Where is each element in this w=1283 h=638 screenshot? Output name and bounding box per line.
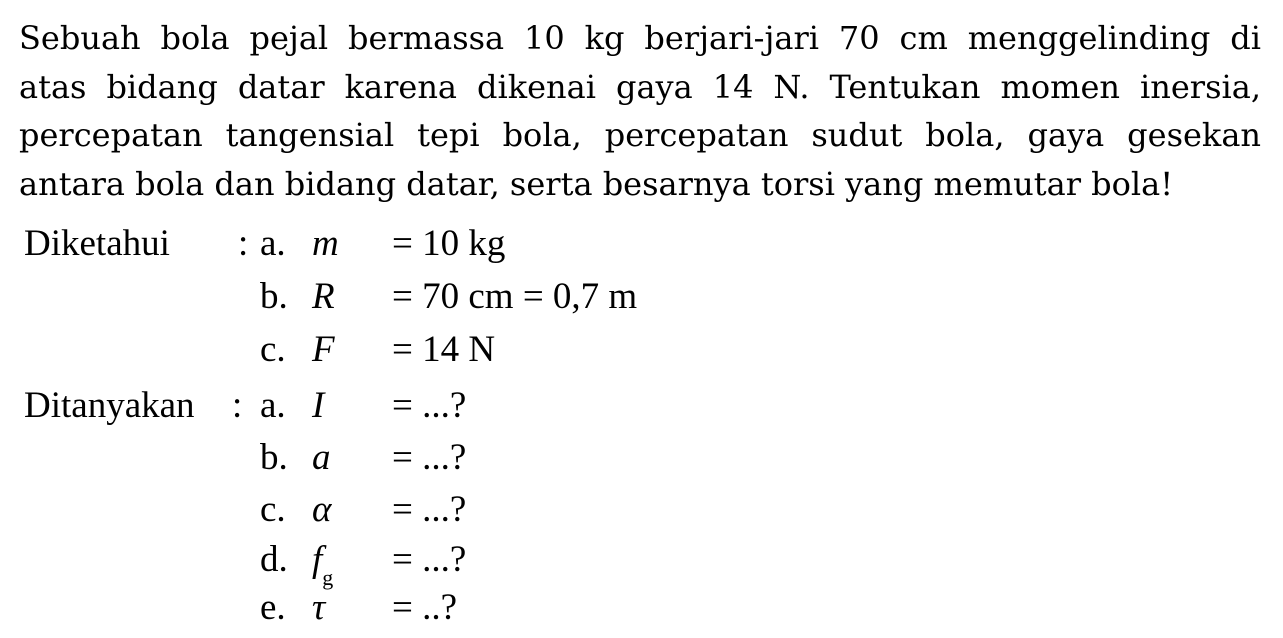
problem-statement [19, 14, 1261, 208]
asked-item-value: = ...? [392, 437, 467, 478]
asked-item-letter: d. [260, 539, 288, 580]
asked-item-value: = ...? [392, 489, 467, 530]
problem-line: antara bola dan bidang datar, serta besarnya torsi yang memutar bola! [19, 164, 1174, 203]
asked-item-symbol: a [312, 437, 331, 478]
asked-item-symbol: τ [312, 587, 326, 628]
asked-item-symbol: I [312, 385, 325, 426]
asked-item-symbol: α [312, 489, 332, 530]
asked-item-value: = ...? [392, 385, 467, 426]
given-item-letter: b. [260, 276, 288, 317]
given-item-symbol: R [312, 276, 335, 317]
asked-item-letter: b. [260, 437, 288, 478]
asked-item-value: = ..? [392, 587, 458, 628]
given-item-value: = 70 cm = 0,7 m [392, 276, 638, 317]
given-item-value: = 10 kg [392, 223, 506, 264]
asked-item-subscript: g [322, 565, 334, 590]
asked-item-letter: c. [260, 489, 286, 530]
asked-heading: Ditanyakan [24, 385, 195, 426]
given-item-symbol: m [312, 223, 339, 264]
problem-line: Sebuah bola pejal bermassa 10 kg berjari-jari 70 cm menggelinding di [19, 19, 1261, 57]
given-colon: : [238, 223, 249, 264]
given-item-letter: a. [260, 223, 286, 264]
asked-item-letter: a. [260, 385, 286, 426]
asked-item-symbol-wrap [312, 538, 334, 590]
given-item-value: = 14 N [392, 329, 496, 370]
problem-line: atas bidang datar karena dikenai gaya 14 N. Tentukan momen inersia, [19, 67, 1261, 106]
asked-item-value: = ...? [392, 539, 467, 580]
given-heading: Diketahui [24, 223, 170, 264]
asked-item-letter: e. [260, 587, 286, 628]
given-item-symbol: F [312, 329, 335, 370]
asked-colon: : [232, 385, 243, 426]
asked-item-symbol: f [312, 539, 323, 580]
given-item-letter: c. [260, 329, 286, 370]
problem-line: percepatan tangensial tepi bola, percepatan sudut bola, gaya gesekan [19, 116, 1261, 154]
